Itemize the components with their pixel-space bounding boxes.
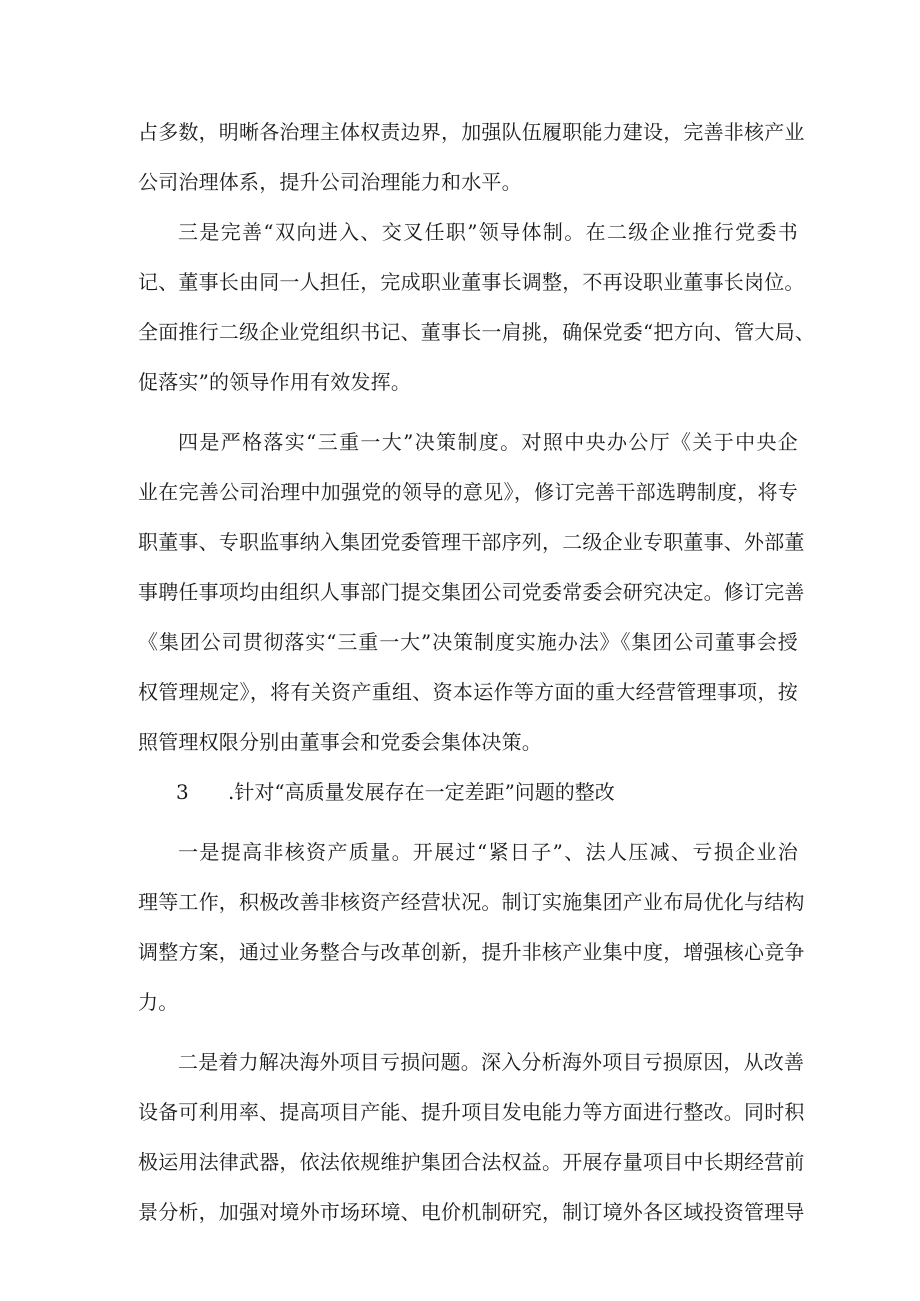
paragraph-line: 占多数，明晰各治理主体权责边界，加强队伍履职能力建设，完善非核产业: [138, 120, 805, 144]
paragraph-line: 事聘任事项均由组织人事部门提交集团公司党委常委会研究决定。修订完善: [138, 580, 805, 604]
paragraph-line: 业在完善公司治理中加强党的领导的意见》，修订完善干部选聘制度，将专: [138, 480, 798, 504]
paragraph-line: 景分析，加强对境外市场环境、电价机制研究，制订境外各区域投资管理导: [138, 1200, 805, 1224]
paragraph-line: 二是着力解决海外项目亏损问题。深入分析海外项目亏损原因，从改善: [178, 1050, 805, 1074]
paragraph-line: 职董事、专职监事纳入集团党委管理干部序列，二级企业专职董事、外部董: [138, 530, 805, 554]
paragraph-line: 公司治理体系，提升公司治理能力和水平。: [138, 170, 522, 194]
paragraph-line: 记、董事长由同一人担任，完成职业董事长调整，不再设职业董事长岗位。: [138, 270, 805, 294]
paragraph-line: 设备可利用率、提高项目产能、提升项目发电能力等方面进行整改。同时积: [138, 1100, 805, 1124]
paragraph-line: 三是完善“双向进入、交叉任职”领导体制。在二级企业推行党委书: [178, 220, 798, 244]
paragraph-line: 力。: [138, 990, 179, 1014]
paragraph-line: 全面推行二级企业党组织书记、董事长一肩挑，确保党委“把方向、管大局、: [138, 320, 816, 344]
paragraph-line: 权管理规定》，将有关资产重组、资本运作等方面的重大经营管理事项，按: [138, 680, 798, 704]
paragraph-line: 极运用法律武器，依法依规维护集团合法权益。开展存量项目中长期经营前: [138, 1150, 805, 1174]
paragraph-line: 促落实”的领导作用有效发挥。: [138, 370, 412, 394]
paragraph-line: 调整方案，通过业务整合与改革创新，提升非核产业集中度，增强核心竞争: [138, 940, 805, 964]
paragraph-line: 一是提高非核资产质量。开展过“紧日子”、法人压减、亏损企业治: [178, 840, 798, 864]
section-title: .针对“高质量发展存在一定差距”问题的整改: [228, 780, 615, 804]
section-number: 3: [176, 780, 189, 804]
paragraph-line: 四是严格落实“三重一大”决策制度。对照中央办公厅《关于中央企: [178, 430, 798, 454]
paragraph-line: 《集团公司贯彻落实“三重一大”决策制度实施办法》《集团公司董事会授: [138, 630, 798, 654]
paragraph-line: 理等工作，积极改善非核资产经营状况。制订实施集团产业布局优化与结构: [138, 890, 805, 914]
paragraph-line: 照管理权限分别由董事会和党委会集体决策。: [138, 730, 542, 754]
